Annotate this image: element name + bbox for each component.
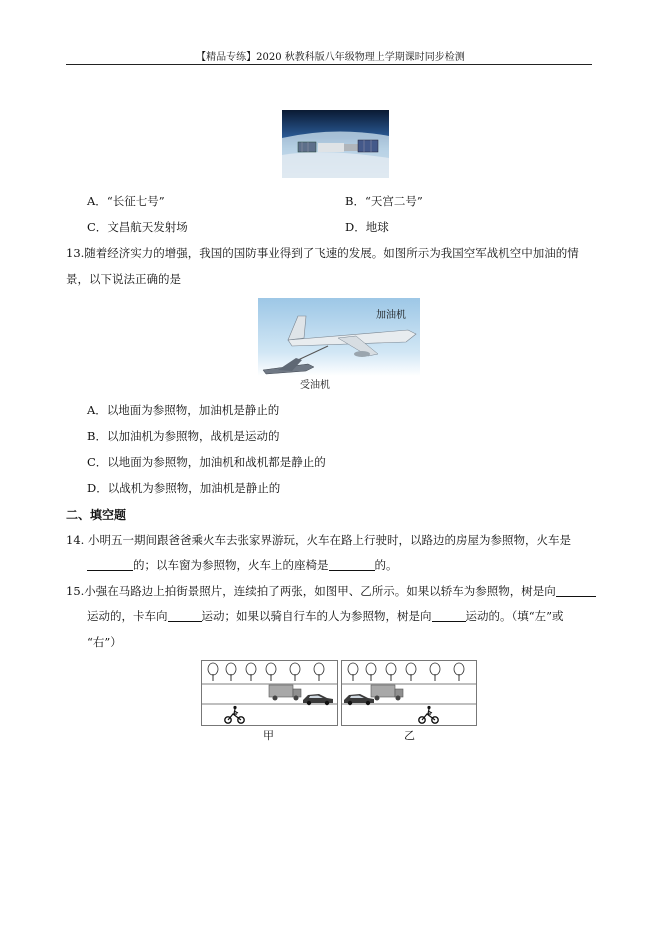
q15-line3: “右”） — [87, 635, 122, 649]
page-header: 【精品专练】2020 秋教科版八年级物理上学期课时同步检测 — [196, 52, 465, 63]
panel-jia — [202, 661, 338, 726]
q14-line1: 14. 小明五一期间跟爸爸乘火车去张家界游玩，火车在路上行驶时，以路边的房屋为参照物，火车是 — [66, 533, 571, 547]
q12-option-d: D．地球 — [345, 220, 389, 234]
tanker-label: 加油机 — [376, 310, 406, 321]
q15-line1: 15.小强在马路边上拍街景照片，连续拍了两张，如图甲、乙所示。如果以轿车为参照物，树是向 — [66, 583, 596, 599]
section-heading: 二、填空题 — [66, 508, 127, 522]
q15-line2: 运动的，卡车向 运动；如果以骑自行车的人为参照物，树是向 运动的。（填“左”或 — [87, 609, 564, 623]
panel-yi — [342, 661, 477, 726]
caption-yi: 乙 — [404, 729, 415, 742]
space-station-photo — [282, 110, 389, 178]
q12-option-c: C．文昌航天发射场 — [87, 220, 188, 234]
q15-blank-2[interactable] — [168, 609, 202, 622]
q12-option-a: A．“长征七号” — [87, 194, 165, 208]
q13-option-d: D．以战机为参照物，加油机是静止的 — [87, 481, 281, 495]
q15-blank-1[interactable] — [556, 584, 596, 597]
q13-option-a: A．以地面为参照物，加油机是静止的 — [87, 403, 280, 417]
q14-line2: 的；以车窗为参照物，火车上的座椅是 的。 — [87, 557, 398, 573]
q14-blank-2[interactable] — [329, 558, 375, 571]
aerial-refueling-photo — [258, 298, 420, 391]
q13-option-b: B．以加油机为参照物，战机是运动的 — [87, 429, 280, 443]
receiver-label: 受油机 — [300, 380, 330, 391]
q14-blank-1[interactable] — [87, 558, 133, 571]
caption-jia: 甲 — [263, 729, 274, 742]
street-scene-figure — [201, 660, 477, 726]
q15-blank-3[interactable] — [432, 609, 466, 622]
q13-option-c: C．以地面为参照物，加油机和战机都是静止的 — [87, 455, 326, 469]
q12-option-b: B．“天宫二号” — [345, 194, 423, 208]
header-divider — [66, 64, 592, 65]
q13-stem-line2: 景，以下说法正确的是 — [66, 272, 181, 286]
q13-stem-line1: 13.随着经济实力的增强，我国的国防事业得到了飞速的发展。如图所示为我国空军战机空中加油的情 — [66, 246, 579, 260]
